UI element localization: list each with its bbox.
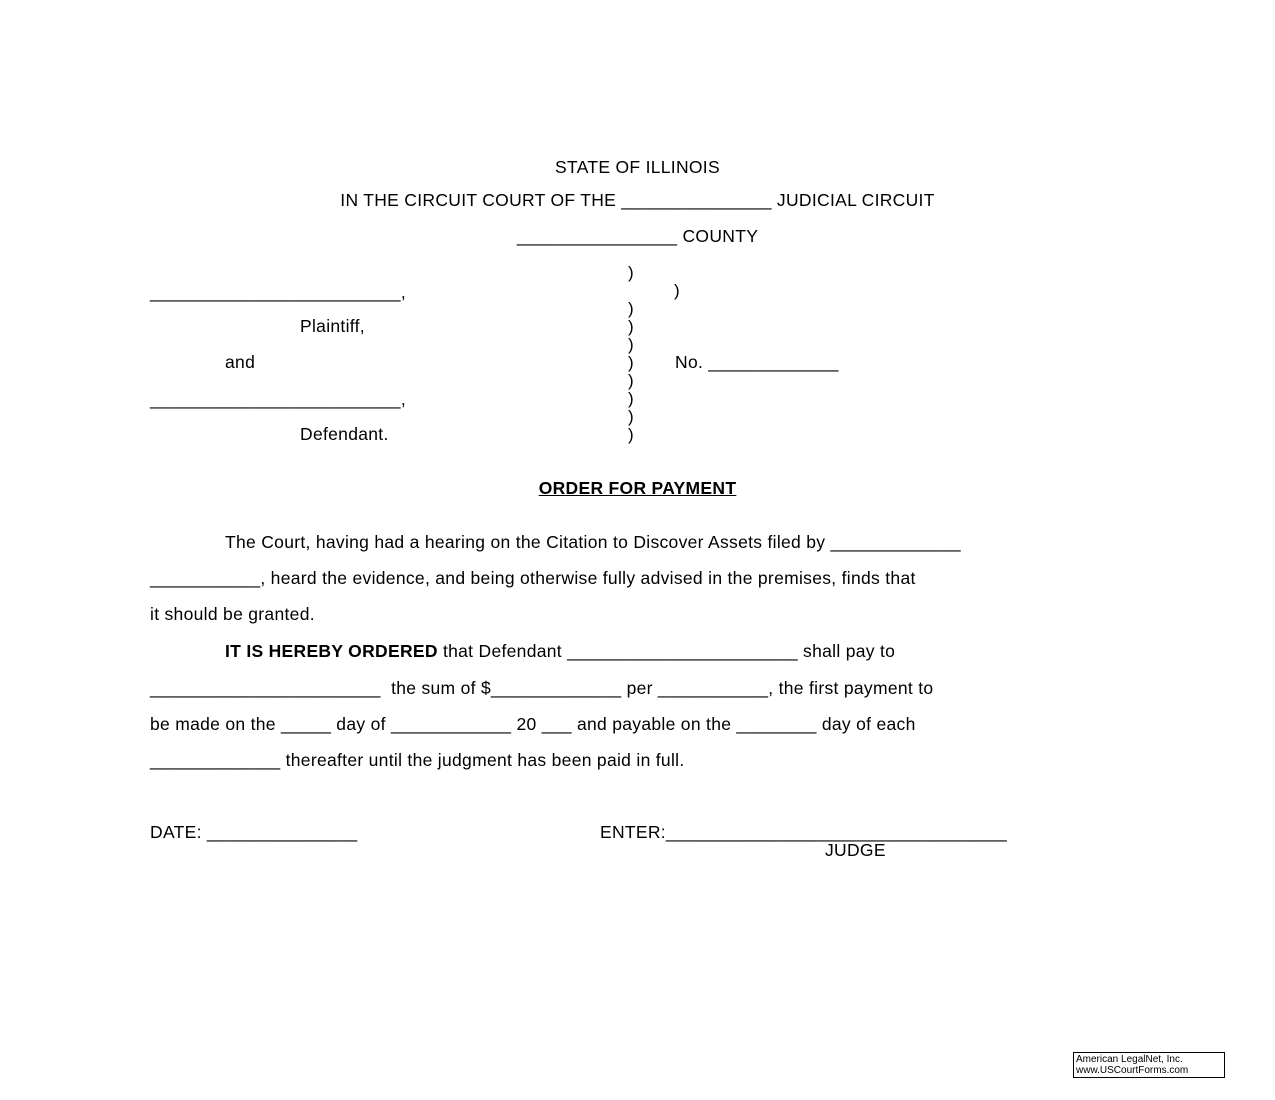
state-heading: STATE OF ILLINOIS — [555, 157, 720, 177]
order-title: ORDER FOR PAYMENT — [538, 478, 737, 498]
body-paragraph-2-line-4: _____________ thereafter until the judgment has been paid in full. — [150, 750, 685, 770]
enter-signature-line: ENTER:__________________________________ — [600, 822, 1008, 842]
caption-paren: ) — [628, 425, 634, 444]
caption-paren: ) — [628, 353, 634, 372]
body-paragraph-2-line-1 — [225, 641, 895, 661]
caption-paren: ) — [628, 299, 634, 318]
caption-paren: ) — [628, 389, 634, 408]
and-label: and — [225, 352, 256, 372]
plaintiff-label: Plaintiff, — [300, 316, 365, 336]
caption-paren: ) — [628, 263, 634, 282]
caption-paren: ) — [628, 407, 634, 426]
ordered-clause-rest: that Defendant _______________________ shall pay to — [437, 641, 896, 661]
defendant-label: Defendant. — [300, 424, 389, 444]
caption-paren: ) — [674, 281, 680, 300]
date-signature-line: DATE: _______________ — [150, 822, 358, 842]
body-paragraph-1-line-1: The Court, having had a hearing on the Citation to Discover Assets filed by _____________ — [225, 532, 961, 552]
body-paragraph-1-line-2: ___________, heard the evidence, and being otherwise fully advised in the premises, finds that — [150, 568, 916, 588]
caption-paren: ) — [628, 317, 634, 336]
case-number-blank: No. _____________ — [675, 352, 839, 372]
court-heading: IN THE CIRCUIT COURT OF THE _______________ JUDICIAL CIRCUIT — [340, 190, 935, 210]
body-paragraph-1-line-3: it should be granted. — [150, 604, 315, 624]
judge-label: JUDGE — [825, 840, 886, 860]
plaintiff-name-blank: _________________________, — [150, 282, 406, 302]
ordered-clause: IT IS HEREBY ORDERED — [225, 641, 438, 661]
body-paragraph-2-line-2: _______________________ the sum of $_____________ per ___________, the first payment to — [150, 678, 934, 698]
defendant-name-blank: _________________________, — [150, 389, 406, 409]
publisher-name: American LegalNet, Inc. — [1076, 1054, 1183, 1065]
caption-paren: ) — [628, 371, 634, 390]
publisher-website: www.USCourtForms.com — [1076, 1065, 1189, 1076]
county-heading: ________________ COUNTY — [516, 226, 759, 246]
publisher-stamp — [1073, 1052, 1225, 1078]
caption-paren: ) — [628, 335, 634, 354]
body-paragraph-2-line-3: be made on the _____ day of ____________ 20 ___ and payable on the ________ day of each — [150, 714, 916, 734]
